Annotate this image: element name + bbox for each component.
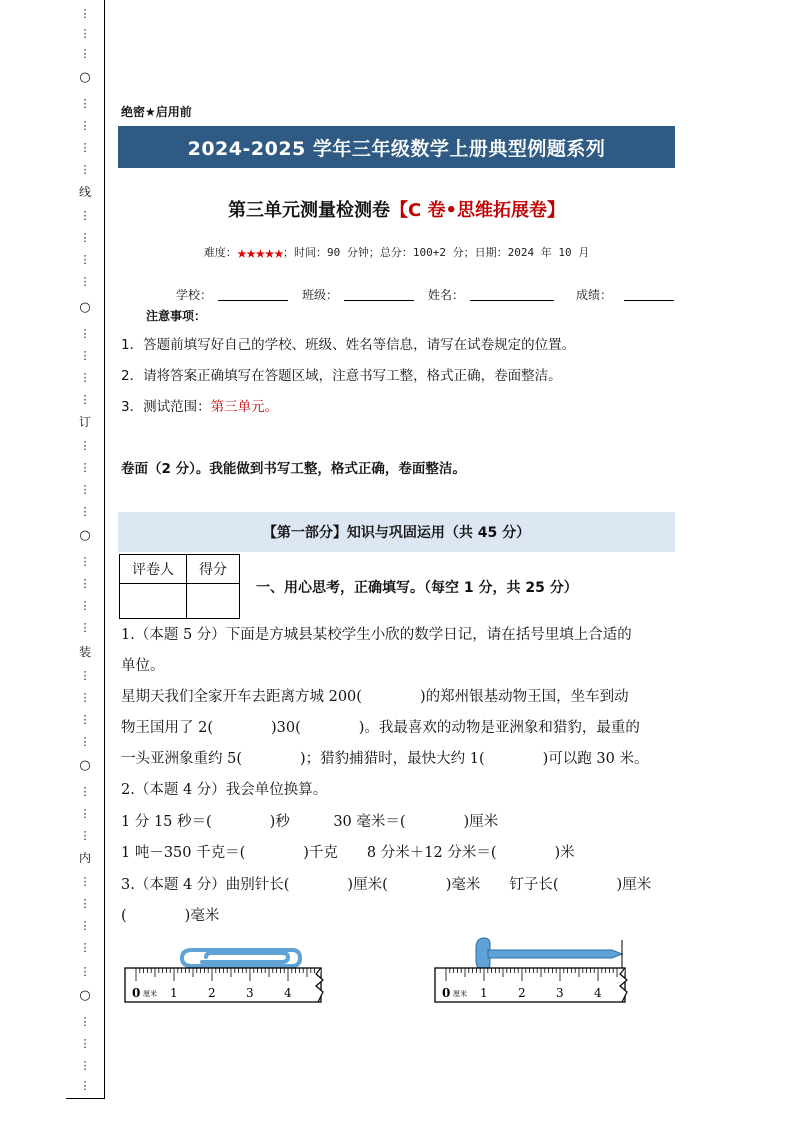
exam-meta: [118, 243, 675, 263]
ruler-zero: 0: [132, 986, 141, 1000]
question-line: 单位。: [121, 658, 165, 674]
ruler-tick-label: 4: [284, 986, 292, 1000]
ruler-tick-label: 1: [170, 986, 178, 1000]
binding-dot: ⋮: [79, 7, 91, 20]
binding-dot: ⋮: [79, 669, 91, 682]
binding-dot: ⋮: [79, 253, 91, 266]
binding-dot: ⋮: [79, 231, 91, 244]
exam-title: [118, 196, 675, 222]
binding-dot: ⋮: [79, 439, 91, 452]
binding-char: 装: [78, 645, 91, 659]
grader-cell[interactable]: [120, 584, 187, 619]
binding-dot: ⋮: [79, 1059, 91, 1072]
note-item: 1．答题前填写好自己的学校、班级、姓名等信息，请写在试卷规定的位置。: [121, 337, 576, 353]
binding-circle: ○: [79, 988, 91, 1003]
secret-label: 绝密★启用前: [121, 105, 192, 119]
score-field[interactable]: [624, 300, 674, 301]
paperclip-icon: [182, 950, 300, 966]
difficulty-stars-icon: ★★★★★: [236, 243, 283, 263]
note-item: 2．请将答案正确填写在答题区域，注意书写工整，格式正确，卷面整洁。: [121, 368, 562, 384]
ruler-unit: 厘米: [453, 990, 467, 998]
binding-dot: ⋮: [79, 829, 91, 842]
binding-dot: ⋮: [79, 163, 91, 176]
binding-dot: ⋮: [79, 713, 91, 726]
ruler-tick-label: 3: [246, 986, 254, 1000]
question-line: 3.（本题 4 分）曲别针长( )厘米( )毫米 钉子长( )厘米: [121, 877, 652, 893]
binding-char: 订: [78, 415, 91, 429]
binding-dot: ⋮: [79, 141, 91, 154]
binding-dot: ⋮: [79, 599, 91, 612]
binding-circle: ○: [79, 70, 91, 85]
binding-dot: ⋮: [79, 1079, 91, 1092]
binding-char: 内: [78, 851, 91, 865]
name-field[interactable]: [470, 300, 554, 301]
binding-dot: ⋮: [79, 483, 91, 496]
ruler-tick-label: 3: [556, 986, 564, 1000]
ruler-zero: 0: [442, 986, 451, 1000]
binding-dot: ⋮: [79, 327, 91, 340]
binding-dot: ⋮: [79, 349, 91, 362]
class-label: 班级：: [302, 288, 339, 302]
binding-dot: ⋮: [79, 505, 91, 518]
binding-circle: ○: [79, 528, 91, 543]
binding-circle: ○: [79, 300, 91, 315]
ruler-tick-label: 2: [208, 986, 216, 1000]
test-scope: 第三单元。: [210, 399, 279, 415]
score-label: 成绩：: [576, 288, 613, 302]
note-item3-prefix: 3．测试范围：: [121, 399, 211, 415]
binding-dot: ⋮: [79, 941, 91, 954]
grader-score-table: [119, 554, 240, 619]
grader-header: 评卷人: [120, 555, 187, 584]
binding-dot: ⋮: [79, 393, 91, 406]
class-field[interactable]: [344, 300, 414, 301]
section-title: 一、用心思考，正确填写。（每空 1 分，共 25 分）: [256, 580, 578, 596]
series-banner: 2024-2025 学年三年级数学上册典型例题系列: [118, 126, 675, 168]
meta-details: ；时间：90 分钟；总分：100+2 分；日期：2024 年 10 月: [282, 246, 590, 259]
paperclip-ruler-figure: [122, 940, 328, 1006]
binding-dot: ⋮: [79, 209, 91, 222]
score-cell[interactable]: [187, 584, 240, 619]
binding-dot: ⋮: [79, 555, 91, 568]
binding-margin: [66, 0, 105, 1099]
binding-dot: ⋮: [79, 735, 91, 748]
binding-dot: ⋮: [79, 275, 91, 288]
binding-dot: ⋮: [79, 965, 91, 978]
neatness-note: 卷面（2 分）。我能做到书写工整，格式正确，卷面整洁。: [121, 461, 466, 477]
ruler-tick-label: 1: [480, 986, 488, 1000]
binding-char: 线: [78, 185, 91, 199]
part1-header: 【第一部分】知识与巩固运用（共 45 分）: [118, 512, 675, 552]
binding-dot: ⋮: [79, 97, 91, 110]
binding-dot: ⋮: [79, 577, 91, 590]
binding-dot: ⋮: [79, 807, 91, 820]
binding-dot: ⋮: [79, 47, 91, 60]
binding-dot: ⋮: [79, 119, 91, 132]
question-line: 1 分 15 秒＝( )秒 30 毫米＝( )厘米: [121, 814, 499, 830]
question-line: 1 吨－350 千克＝( )千克 8 分米＋12 分米＝( )米: [121, 845, 575, 861]
question-line: 星期天我们全家开车去距离方城 200( )的郑州银基动物王国，坐车到动: [121, 689, 629, 705]
note-item: [121, 395, 278, 415]
school-field[interactable]: [218, 300, 288, 301]
binding-dot: ⋮: [79, 1037, 91, 1050]
binding-dot: ⋮: [79, 621, 91, 634]
binding-dot: ⋮: [79, 371, 91, 384]
difficulty-label: 难度：: [203, 246, 237, 259]
question-line: 2.（本题 4 分）我会单位换算。: [121, 782, 328, 798]
name-label: 姓名：: [428, 288, 465, 302]
nail-ruler-figure: [432, 936, 638, 1006]
score-header: 得分: [187, 555, 240, 584]
binding-dot: ⋮: [79, 27, 91, 40]
binding-dot: ⋮: [79, 919, 91, 932]
exam-title-main: 第三单元测量检测卷: [228, 200, 390, 221]
question-line: 物王国用了 2( )30( )。我最喜欢的动物是亚洲象和猎豹，最重的: [121, 720, 640, 736]
ruler-tick-label: 2: [518, 986, 526, 1000]
binding-dot: ⋮: [79, 785, 91, 798]
binding-dot: ⋮: [79, 1015, 91, 1028]
ruler-unit: 厘米: [143, 990, 157, 998]
exam-title-accent: 【C 卷•思维拓展卷】: [390, 200, 565, 221]
school-label: 学校：: [176, 288, 213, 302]
nail-icon: [476, 938, 622, 970]
notes-heading: 注意事项：: [146, 309, 207, 323]
binding-dot: ⋮: [79, 897, 91, 910]
ruler-tick-label: 4: [594, 986, 602, 1000]
binding-dots: [66, 0, 104, 1098]
binding-dot: ⋮: [79, 875, 91, 888]
binding-dot: ⋮: [79, 691, 91, 704]
question-line: 一头亚洲象重约 5( )；猎豹捕猎时，最快大约 1( )可以跑 30 米。: [121, 751, 649, 767]
binding-dot: ⋮: [79, 461, 91, 474]
binding-circle: ○: [79, 758, 91, 773]
question-line: 1.（本题 5 分）下面是方城县某校学生小欣的数学日记，请在括号里填上合适的: [121, 627, 632, 643]
question-line: ( )毫米: [121, 908, 220, 924]
